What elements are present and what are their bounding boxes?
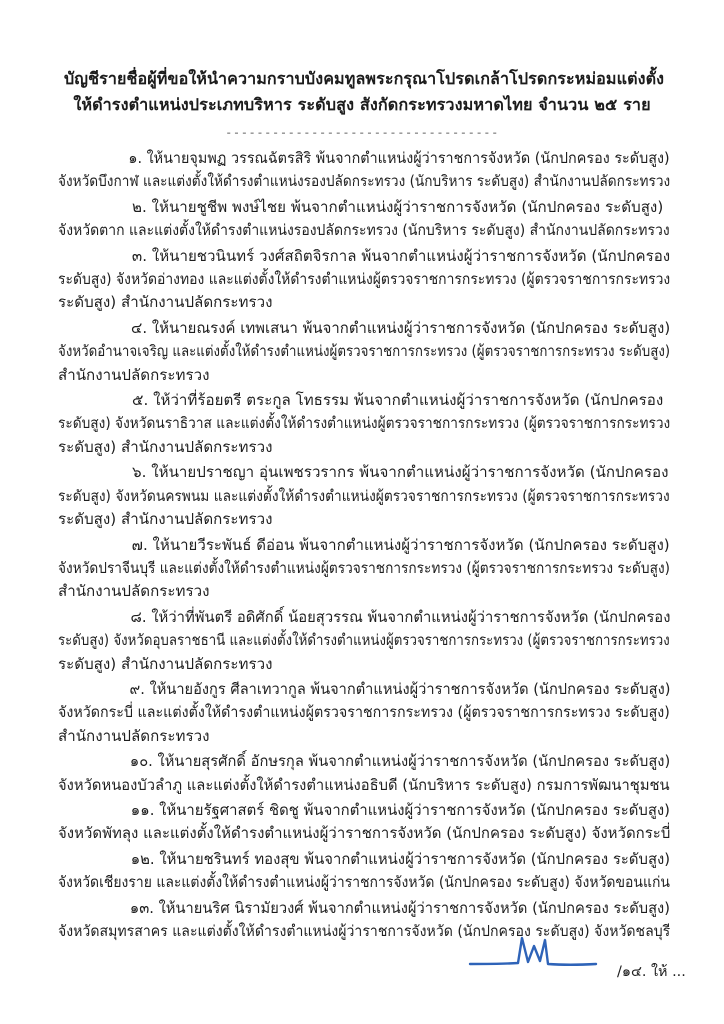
appointment-entry bbox=[58, 461, 670, 531]
page-continuation-note: /๑๔. ให้ ... bbox=[617, 964, 686, 980]
entry-continuation-line: ระดับสูง) สำนักงานปลัดกระทรวง bbox=[58, 510, 273, 529]
entry-first-line: ๕. ให้ว่าที่ร้อยตรี ตระกูล โทธรรม พ้นจากตำแหน่งผู้ว่าราชการจังหวัด (นักปกครอง bbox=[132, 391, 664, 410]
entry-first-line: ๑๐. ให้นายสุรศักดิ์ อักษรกุล พ้นจากตำแหน่งผู้ว่าราชการจังหวัด (นักปกครอง ระดับสูง) bbox=[129, 752, 671, 771]
separator-dashes: ----------------------------------- bbox=[225, 127, 499, 139]
appointment-entry bbox=[58, 534, 670, 604]
entry-continuation-line: สำนักงานปลัดกระทรวง bbox=[58, 726, 210, 745]
entry-continuation-line: ระดับสูง) สำนักงานปลัดกระทรวง bbox=[58, 293, 273, 312]
appointment-entry bbox=[58, 678, 670, 748]
entry-first-line: ๒. ให้นายชูชีพ พงษ์ไชย พ้นจากตำแหน่งผู้ว่าราชการจังหวัด (นักปกครอง ระดับสูง) bbox=[132, 197, 664, 216]
entry-first-line: ๓. ให้นายชวนินทร์ วงศ์สถิตจิรกาล พ้นจากตำแหน่งผู้ว่าราชการจังหวัด (นักปกครอง bbox=[131, 246, 671, 265]
entry-first-line: ๑๑. ให้นายรัฐศาสตร์ ชิดชู พ้นจากตำแหน่งผู้ว่าราชการจังหวัด (นักปกครอง ระดับสูง) bbox=[130, 800, 670, 819]
entry-continuation-line: ระดับสูง) จังหวัดนครพนม และแต่งตั้งให้ดำรงตำแหน่งผู้ตรวจราชการกระทรวง (ผู้ตรวจราชการกระทรวง bbox=[58, 486, 670, 505]
entry-continuation-line: ระดับสูง) สำนักงานปลัดกระทรวง bbox=[58, 437, 273, 456]
appointment-entry bbox=[58, 317, 670, 387]
appointment-entry bbox=[58, 147, 670, 194]
entry-continuation-line: ระดับสูง) จังหวัดอุบลราชธานี และแต่งตั้งให้ดำรงตำแหน่งผู้ตรวจราชการกระทรวง (ผู้ตรวจราชการกระทรวง bbox=[58, 631, 670, 650]
entry-first-line: ๖. ให้นายปราชญา อุ่นเพชรวรากร พ้นจากตำแหน่งผู้ว่าราชการจังหวัด (นักปกครอง bbox=[132, 463, 669, 482]
entry-first-line: ๔. ให้นายณรงค์ เทพเสนา พ้นจากตำแหน่งผู้ว่าราชการจังหวัด (นักปกครอง ระดับสูง) bbox=[131, 318, 671, 337]
entry-first-line: ๙. ให้นายอังกูร ศีลาเทวากูล พ้นจากตำแหน่งผู้ว่าราชการจังหวัด (นักปกครอง ระดับสูง) bbox=[129, 679, 671, 698]
entry-continuation-line: จังหวัดพัทลุง และแต่งตั้งให้ดำรงตำแหน่งผู้ว่าราชการจังหวัด (นักปกครอง ระดับสูง) จังหวัดกระบี่ bbox=[58, 824, 671, 843]
entry-continuation-line: จังหวัดบึงกาฬ และแต่งตั้งให้ดำรงตำแหน่งรองปลัดกระทรวง (นักบริหาร ระดับสูง) สำนักงานปลัดกระทรวง bbox=[58, 172, 671, 191]
entry-first-line: ๗. ให้นายวีระพันธ์ ดีอ่อน พ้นจากตำแหน่งผู้ว่าราชการจังหวัด (นักปกครอง ระดับสูง) bbox=[131, 535, 670, 554]
entry-continuation-line: จังหวัดปราจีนบุรี และแต่งตั้งให้ดำรงตำแหน่งผู้ตรวจราชการกระทรวง (ผู้ตรวจราชการกระทรวง ระดับสูง) bbox=[58, 558, 670, 577]
appointment-entry bbox=[58, 848, 670, 895]
entry-continuation-line: ระดับสูง) จังหวัดนราธิวาส และแต่งตั้งให้ดำรงตำแหน่งผู้ตรวจราชการกระทรวง (ผู้ตรวจราชการกระทรวง bbox=[58, 414, 671, 433]
entry-continuation-line: ระดับสูง) สำนักงานปลัดกระทรวง bbox=[58, 654, 273, 673]
appointment-entry bbox=[58, 389, 670, 459]
entry-continuation-line: จังหวัดอำนาจเจริญ และแต่งตั้งให้ดำรงตำแหน่งผู้ตรวจราชการกระทรวง (ผู้ตรวจราชการกระทรวง ระดับสูง) bbox=[58, 342, 671, 361]
entry-list bbox=[58, 147, 670, 945]
entry-continuation-line: ระดับสูง) จังหวัดอ่างทอง และแต่งตั้งให้ดำรงตำแหน่งผู้ตรวจราชการกระทรวง (ผู้ตรวจราชการกระทรวง bbox=[58, 270, 671, 289]
entry-continuation-line: จังหวัดหนองบัวลำภู และแต่งตั้งให้ดำรงตำแหน่งอธิบดี (นักบริหาร ระดับสูง) กรมการพัฒนาชุมชน bbox=[58, 775, 670, 794]
entry-continuation-line: จังหวัดตาก และแต่งตั้งให้ดำรงตำแหน่งรองปลัดกระทรวง (นักบริหาร ระดับสูง) สำนักงานปลัดกระทรวง bbox=[58, 221, 670, 240]
appointment-entry bbox=[58, 245, 670, 315]
appointment-entry bbox=[58, 799, 670, 846]
entry-first-line: ๑. ให้นายจุมพฏ วรรณฉัตรสิริ พ้นจากตำแหน่งผู้ว่าราชการจังหวัด (นักปกครอง ระดับสูง) bbox=[128, 149, 670, 167]
entry-continuation-line: สำนักงานปลัดกระทรวง bbox=[58, 582, 210, 601]
document-heading bbox=[62, 66, 665, 118]
heading-separator bbox=[0, 126, 724, 139]
entry-first-line: ๘. ให้ว่าที่พันตรี อดิศักดิ์ น้อยสุวรรณ พ้นจากตำแหน่งผู้ว่าราชการจังหวัด (นักปกครอง bbox=[130, 607, 671, 626]
heading-line-2: ให้ดำรงตำแหน่งประเภทบริหาร ระดับสูง สังกัดกระทรวงมหาดไทย จำนวน ๒๕ ราย bbox=[73, 95, 651, 114]
entry-continuation-line: จังหวัดเชียงราย และแต่งตั้งให้ดำรงตำแหน่งผู้ว่าราชการจังหวัด (นักปกครอง ระดับสูง) จังหวัดขอนแก่น bbox=[58, 873, 670, 892]
appointment-entry bbox=[58, 606, 670, 676]
entry-continuation-line: จังหวัดสมุทรสาคร และแต่งตั้งให้ดำรงตำแหน่งผู้ว่าราชการจังหวัด (นักปกครอง ระดับสูง) จังหวัดชลบุรี bbox=[58, 922, 671, 940]
entry-continuation-line: สำนักงานปลัดกระทรวง bbox=[58, 365, 210, 384]
heading-line-1: บัญชีรายชื่อผู้ที่ขอให้นำความกราบบังคมทูลพระกรุณาโปรดเกล้าโปรดกระหม่อมแต่งตั้ง bbox=[64, 69, 665, 88]
appointment-entry bbox=[58, 750, 670, 797]
entry-first-line: ๑๒. ให้นายชรินทร์ ทองสุข พ้นจากตำแหน่งผู้ว่าราชการจังหวัด (นักปกครอง ระดับสูง) bbox=[130, 849, 671, 868]
entry-continuation-line: จังหวัดกระบี่ และแต่งตั้งให้ดำรงตำแหน่งผู้ตรวจราชการกระทรวง (ผู้ตรวจราชการกระทรวง ระดับสูง) bbox=[58, 703, 670, 722]
entry-first-line: ๑๓. ให้นายนริศ นิรามัยวงศ์ พ้นจากตำแหน่งผู้ว่าราชการจังหวัด (นักปกครอง ระดับสูง) bbox=[129, 898, 670, 917]
appointment-entry bbox=[58, 196, 670, 243]
handwritten-signature bbox=[466, 924, 616, 982]
